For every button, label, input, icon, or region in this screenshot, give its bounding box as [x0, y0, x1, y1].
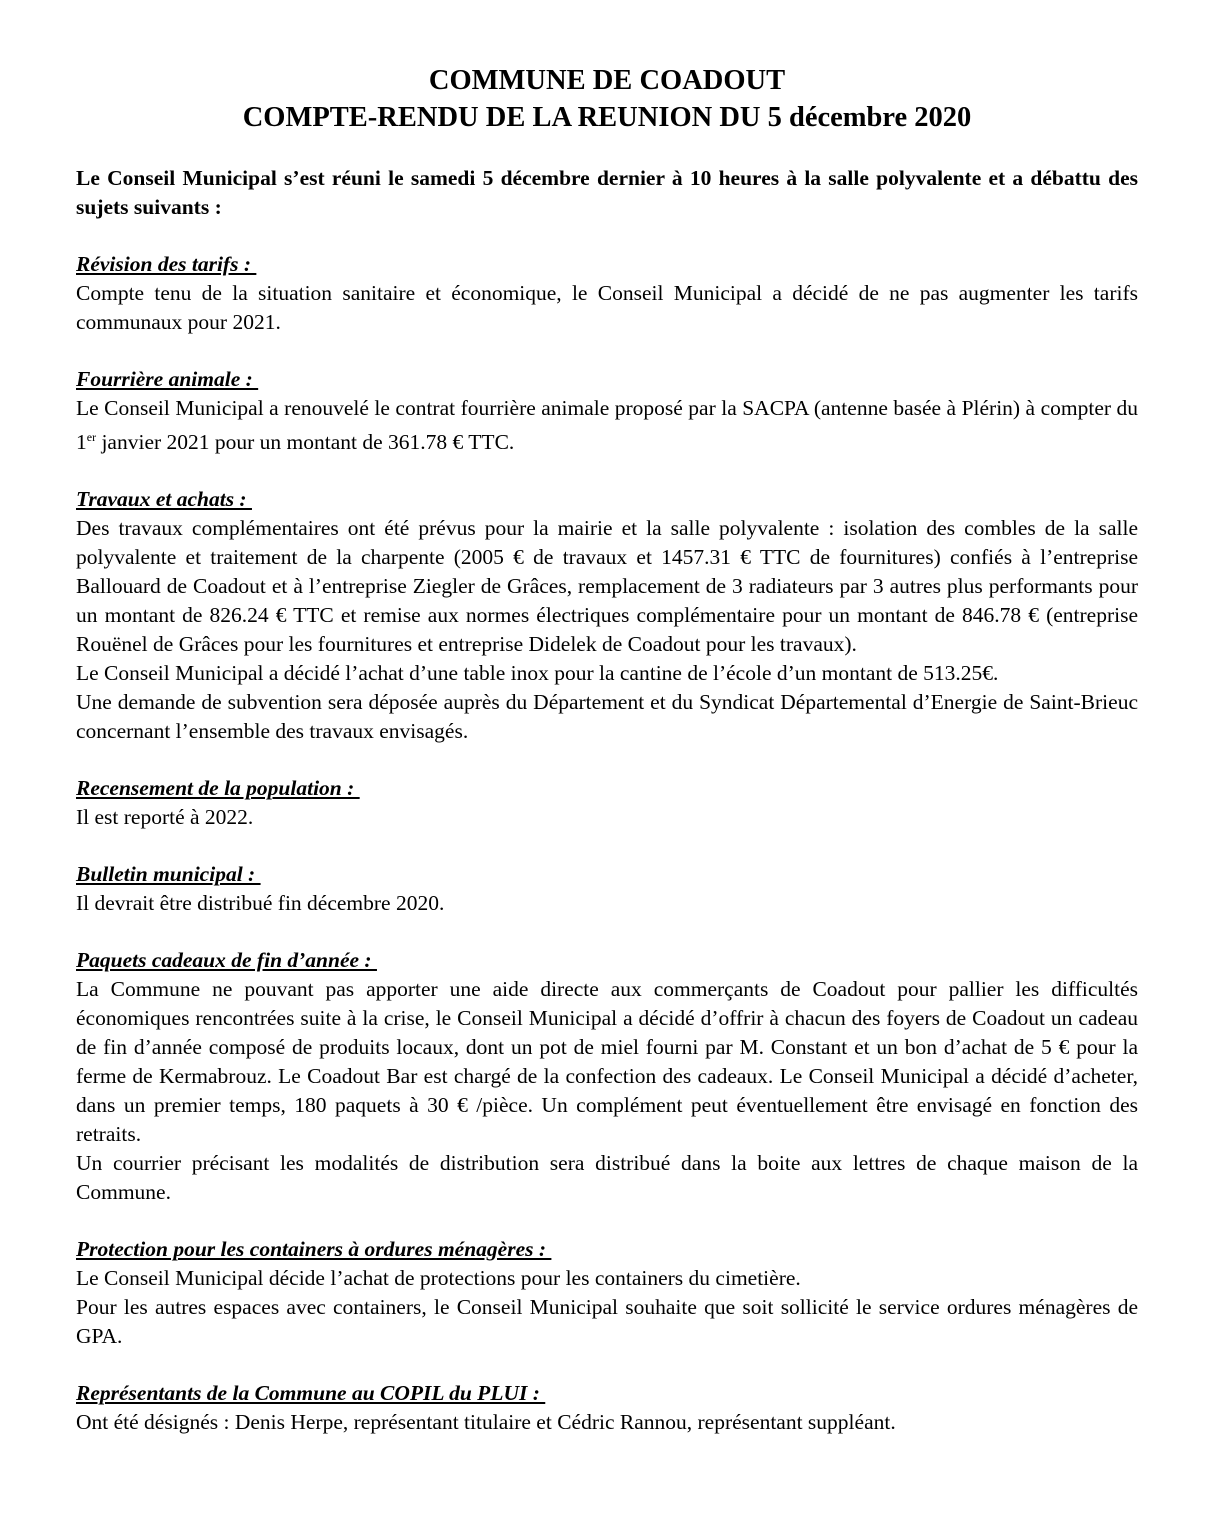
section-paragraph: Un courrier précisant les modalités de distribution sera distribué dans la boite aux lettres de chaque maison de la Commune. [76, 1151, 1138, 1204]
section-title: Bulletin municipal : [76, 862, 261, 886]
section-paragraph: Compte tenu de la situation sanitaire et économique, le Conseil Municipal a décidé de ne pas augmenter les tarifs communaux pour 2021. [76, 281, 1138, 334]
section-title: Protection pour les containers à ordures ménagères : [76, 1237, 552, 1261]
section-title: Recensement de la population : [76, 776, 360, 800]
document-header [76, 62, 1138, 136]
paragraph-text: Le Conseil Municipal a renouvelé le contrat fourrière animale proposé par la SACPA (antenne basée à Plérin) à compter du 1 [76, 396, 1138, 454]
section-bulletin-municipal [76, 860, 1138, 918]
section-paquets-cadeaux [76, 946, 1138, 1207]
section-paragraph: Une demande de subvention sera déposée auprès du Département et du Syndicat Départemental d’Energie de Saint-Brieuc concernant l’ensemble des travaux envisagés. [76, 690, 1138, 743]
report-title: COMPTE-RENDU DE LA REUNION DU 5 décembre 2020 [242, 102, 972, 133]
section-paragraph: La Commune ne pouvant pas apporter une aide directe aux commerçants de Coadout pour pallier les difficultés économiques rencontrées suite à la crise, le Conseil Municipal a décidé d’offrir à chacun des foyers de Coadout un cadeau de fin d’année composé de produits locaux, dont un pot de miel fourni par M. Constant et un bon d’achat de 5 € pour la ferme de Kermabrouz. Le Coadout Bar est chargé de la confection des cadeaux. Le Conseil Municipal a décidé d’acheter, dans un premier temps, 180 paquets à 30 € /pièce. Un complément peut éventuellement être envisagé en fonction des retraits. [76, 977, 1138, 1146]
commune-title: COMMUNE DE COADOUT [428, 65, 786, 96]
section-paragraph: Des travaux complémentaires ont été prévus pour la mairie et la salle polyvalente : isolation des combles de la salle polyvalente et traitement de la charpente (2005 € de travaux et 1457.31 € TTC de fournitures) confiés à l’entreprise Ballouard de Coadout et à l’entreprise Ziegler de Grâces, remplacement de 3 radiateurs par 3 autres plus performants pour un montant de 826.24 € TTC et remise aux normes électriques complémentaire pour un montant de 846.78 € (entreprise Rouënel de Grâces pour les fournitures et entreprise Didelek de Coadout pour les travaux). [76, 516, 1138, 656]
section-fourriere-animale [76, 365, 1138, 457]
section-recensement [76, 774, 1138, 832]
section-protection-containers [76, 1235, 1138, 1351]
section-paragraph: Il est reporté à 2022. [76, 805, 254, 829]
ordinal-superscript: er [86, 430, 97, 444]
section-paragraph: Le Conseil Municipal décide l’achat de protections pour les containers du cimetière. [76, 1266, 801, 1290]
section-paragraph: Le Conseil Municipal a décidé l’achat d’une table inox pour la cantine de l’école d’un montant de 513.25€. [76, 661, 999, 685]
section-title: Représentants de la Commune au COPIL du PLUI : [76, 1381, 546, 1405]
section-paragraph: Il devrait être distribué fin décembre 2020. [76, 891, 445, 915]
section-travaux-achats [76, 485, 1138, 746]
section-paragraph: Pour les autres espaces avec containers, le Conseil Municipal souhaite que soit sollicité le service ordures ménagères de GPA. [76, 1295, 1138, 1348]
section-paragraph: Ont été désignés : Denis Herpe, représentant titulaire et Cédric Rannou, représentant suppléant. [76, 1410, 896, 1434]
section-title: Travaux et achats : [76, 487, 252, 511]
paragraph-text: janvier 2021 pour un montant de 361.78 € TTC. [96, 430, 515, 454]
section-paragraph [76, 394, 1138, 457]
section-revision-tarifs [76, 250, 1138, 337]
section-title: Paquets cadeaux de fin d’année : [76, 948, 377, 972]
intro-paragraph: Le Conseil Municipal s’est réuni le samedi 5 décembre dernier à 10 heures à la salle polyvalente et a débattu des sujets suivants : [76, 166, 1138, 219]
section-title: Fourrière animale : [76, 367, 259, 391]
section-representants-copil [76, 1379, 1138, 1437]
document-page [76, 62, 1138, 1437]
section-title: Révision des tarifs : [76, 252, 257, 276]
